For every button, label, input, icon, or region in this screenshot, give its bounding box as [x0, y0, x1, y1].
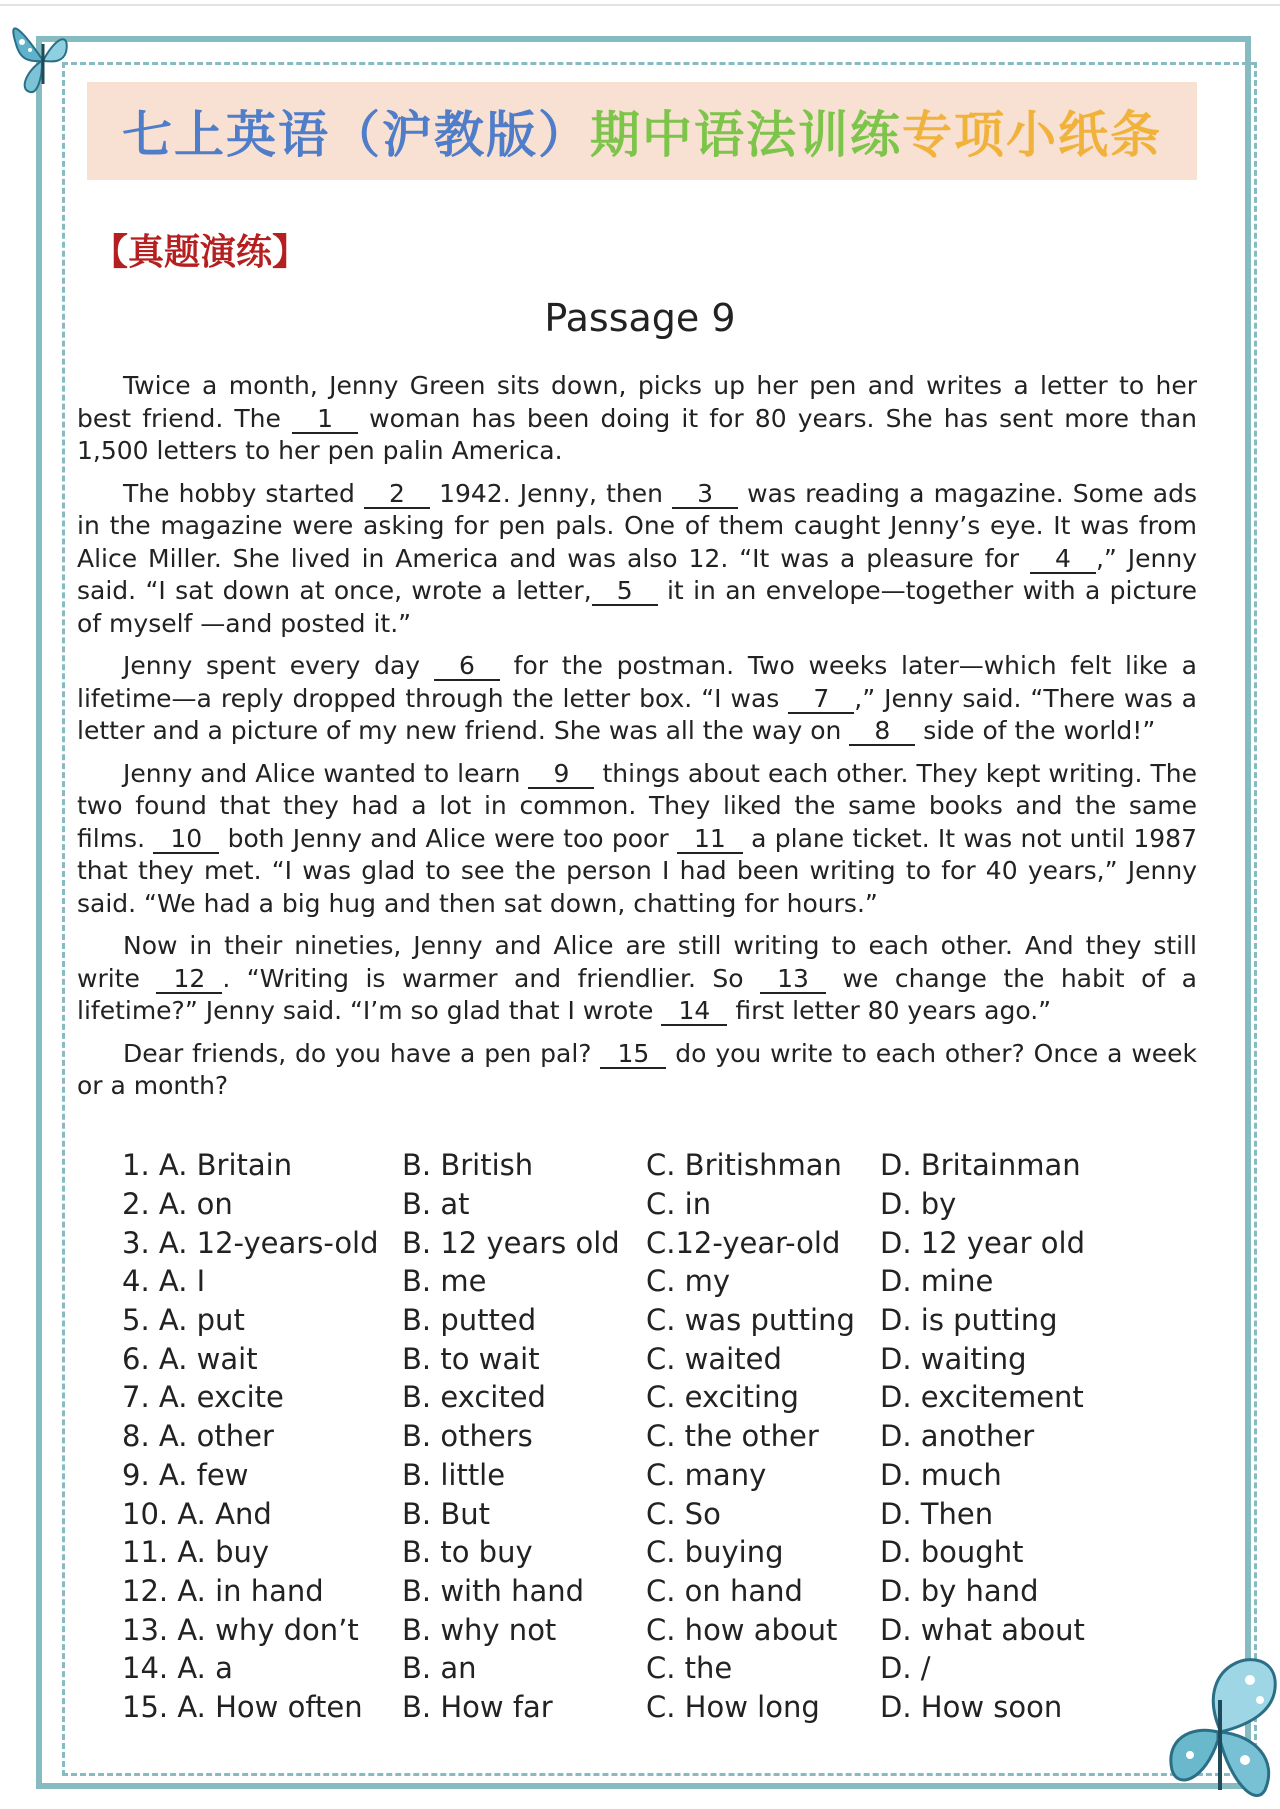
answer-blank[interactable]: 7	[788, 686, 854, 714]
option-row	[122, 1262, 1122, 1301]
passage-text-segment: ,” Jenny said. “I sat down at once, wrote a letter,	[77, 543, 1197, 605]
option-choice: D. excitement	[880, 1380, 1084, 1415]
option-choice: D. Britainman	[880, 1148, 1081, 1183]
option-choice: C. waited	[646, 1341, 782, 1376]
passage-paragraph	[77, 650, 1197, 748]
passage-text-segment: Jenny spent every day	[123, 651, 434, 680]
option-row	[122, 1610, 1122, 1649]
passage-text-segment: things about each other. They kept writing. The two found that they had a lot in common. They liked the same books and the same films.	[77, 758, 1197, 853]
passage-text-segment: Twice a month, Jenny Green sits down, picks up her pen and writes a letter to her best friend. The	[77, 371, 1197, 433]
option-choice: D. much	[880, 1457, 1002, 1492]
option-choice: C. on hand	[646, 1573, 803, 1608]
answer-blank[interactable]: 13	[760, 966, 826, 994]
passage-text-segment: we change the habit of a lifetime?” Jenny said. “I’m so glad that I wrote	[77, 963, 1197, 1025]
option-choice: C. in	[646, 1187, 712, 1222]
option-choice: D. is putting	[880, 1303, 1058, 1338]
option-choice: 11. A. buy	[122, 1535, 270, 1570]
option-choice: B. with hand	[402, 1573, 585, 1608]
butterfly-icon	[8, 14, 78, 104]
title-part-3: 专项小纸条	[902, 106, 1162, 164]
option-choice: B. excited	[402, 1380, 546, 1415]
option-choice: D. mine	[880, 1264, 994, 1299]
option-choice: 14. A. a	[122, 1651, 233, 1686]
option-choice: D. waiting	[880, 1341, 1027, 1376]
top-divider	[0, 4, 1280, 6]
passage-text-segment: The hobby started	[123, 478, 364, 508]
passage-text-segment: do you write to each other? Once a week or a month?	[77, 1038, 1198, 1100]
answer-blank[interactable]: 14	[661, 998, 727, 1026]
passage-text-segment: was reading a magazine. Some ads in the magazine were asking for pen pals. One of them caught Jenny’s eye. It was from Alice Miller. She lived in America and was also 12. “It was a pleasure for	[77, 478, 1198, 573]
passage-text-segment: 1942. Jenny, then	[429, 478, 673, 508]
answer-blank[interactable]: 12	[156, 966, 222, 994]
passage-text-segment: first letter 80 years ago.”	[727, 996, 1052, 1025]
option-choice: C. So	[646, 1496, 721, 1531]
option-choice: 13. A. why don’t	[122, 1612, 359, 1647]
option-row	[122, 1494, 1122, 1533]
option-choice: D. what about	[880, 1612, 1085, 1647]
option-row	[122, 1572, 1122, 1611]
answer-blank[interactable]: 5	[592, 578, 658, 606]
option-choice: B. me	[402, 1264, 487, 1299]
option-row	[122, 1339, 1122, 1378]
option-row	[122, 1649, 1122, 1688]
butterfly-icon	[1160, 1640, 1280, 1809]
option-row	[122, 1146, 1122, 1185]
option-choice: 2. A. on	[122, 1187, 233, 1222]
option-choice: B. little	[402, 1457, 506, 1492]
answer-blank[interactable]: 4	[1030, 546, 1096, 574]
option-choice: 8. A. other	[122, 1419, 274, 1454]
option-choice: C. was putting	[646, 1303, 855, 1338]
option-row	[122, 1533, 1122, 1572]
passage-text-segment: Now in their nineties, Jenny and Alice are still writing to each other. And they still write	[77, 931, 1197, 993]
option-choice: B. putted	[402, 1303, 537, 1338]
passage-text-segment: both Jenny and Alice were too poor	[219, 823, 677, 853]
passage-text-segment: Dear friends, do you have a pen pal?	[123, 1038, 601, 1068]
option-choice: 10. A. And	[122, 1496, 272, 1531]
option-choice: 1. A. Britain	[122, 1148, 293, 1183]
option-choice: D. 12 year old	[880, 1225, 1086, 1260]
option-choice: B. How far	[402, 1689, 553, 1724]
passage-text-segment: ,” Jenny said. “There was a letter and a picture of my new friend. She was all the way on	[77, 683, 1197, 745]
option-choice: B. an	[402, 1651, 477, 1686]
passage-text-segment: side of the world!”	[915, 716, 1156, 745]
answer-blank[interactable]: 9	[528, 761, 594, 789]
passage-text-segment: it in an envelope—together with a picture of myself —and posted it.”	[77, 576, 1197, 638]
title-part-2: 期中语法训练	[590, 106, 902, 164]
option-row	[122, 1688, 1122, 1727]
section-label: 【真题演练】	[92, 231, 309, 273]
option-choice: B. 12 years old	[402, 1225, 620, 1260]
option-choice: D. another	[880, 1419, 1035, 1454]
option-choice: D. /	[880, 1651, 931, 1686]
answer-blank[interactable]: 1	[292, 406, 358, 434]
passage-title: Passage 9	[544, 296, 736, 340]
option-row	[122, 1301, 1122, 1340]
option-row	[122, 1456, 1122, 1495]
option-choice: 9. A. few	[122, 1457, 249, 1492]
answer-blank[interactable]: 3	[672, 481, 738, 509]
option-choice: D. How soon	[880, 1689, 1063, 1724]
passage-paragraph	[77, 758, 1197, 921]
passage-paragraph	[77, 930, 1197, 1028]
answer-blank[interactable]: 6	[434, 653, 500, 681]
option-choice: B. to wait	[402, 1341, 540, 1376]
option-choice: 15. A. How often	[122, 1689, 363, 1724]
option-choice: 12. A. in hand	[122, 1573, 324, 1608]
option-choice: C. the other	[646, 1419, 819, 1454]
option-row	[122, 1185, 1122, 1224]
option-choice: B. why not	[402, 1612, 557, 1647]
option-row	[122, 1378, 1122, 1417]
option-choice: C.12-year-old	[646, 1225, 841, 1260]
option-choice: C. exciting	[646, 1380, 799, 1415]
passage-paragraph	[77, 478, 1197, 641]
answer-blank[interactable]: 15	[600, 1041, 666, 1069]
options-list	[122, 1146, 1122, 1726]
passage-text-segment: Jenny and Alice wanted to learn	[123, 758, 529, 788]
option-choice: B. at	[402, 1187, 470, 1222]
passage-text-segment: . “Writing is warmer and friendlier. So	[222, 963, 761, 993]
passage-paragraph	[77, 1038, 1197, 1103]
option-row	[122, 1417, 1122, 1456]
answer-blank[interactable]: 11	[677, 826, 743, 854]
option-choice: C. how about	[646, 1612, 838, 1647]
option-choice: C. many	[646, 1457, 767, 1492]
answer-blank[interactable]: 10	[153, 826, 219, 854]
option-choice: C. buying	[646, 1535, 784, 1570]
option-choice: D. by hand	[880, 1573, 1039, 1608]
option-choice: D. Then	[880, 1496, 994, 1531]
option-choice: C. How long	[646, 1689, 820, 1724]
option-choice: 7. A. excite	[122, 1380, 284, 1415]
passage-text	[77, 370, 1197, 1113]
option-choice: 3. A. 12-years-old	[122, 1225, 379, 1260]
option-choice: 4. A. I	[122, 1264, 206, 1299]
answer-blank[interactable]: 2	[364, 481, 430, 509]
passage-text-segment: for the postman. Two weeks later—which felt like a lifetime—a reply dropped through the letter box. “I was	[77, 651, 1197, 713]
option-choice: B. But	[402, 1496, 490, 1531]
passage-paragraph	[77, 370, 1197, 468]
page-title	[87, 82, 1197, 180]
option-choice: B. British	[402, 1148, 534, 1183]
answer-blank[interactable]: 8	[849, 718, 915, 746]
option-choice: C. Britishman	[646, 1148, 842, 1183]
option-choice: C. the	[646, 1651, 733, 1686]
passage-text-segment: woman has been doing it for 80 years. She has sent more than 1,500 letters to her pen palin America.	[77, 403, 1197, 465]
option-row	[122, 1223, 1122, 1262]
option-choice: 6. A. wait	[122, 1341, 258, 1376]
option-choice: B. others	[402, 1419, 533, 1454]
option-choice: 5. A. put	[122, 1303, 245, 1338]
title-part-1: 七上英语（沪教版）	[122, 106, 590, 164]
option-choice: C. my	[646, 1264, 731, 1299]
option-choice: D. bought	[880, 1535, 1024, 1570]
passage-text-segment: a plane ticket. It was not until 1987 that they met. “I was glad to see the person I had been writing to for 40 years,” Jenny said. “We had a big hug and then sat down, chatting for hours.”	[77, 823, 1197, 918]
option-choice: B. to buy	[402, 1535, 533, 1570]
option-choice: D. by	[880, 1187, 957, 1222]
